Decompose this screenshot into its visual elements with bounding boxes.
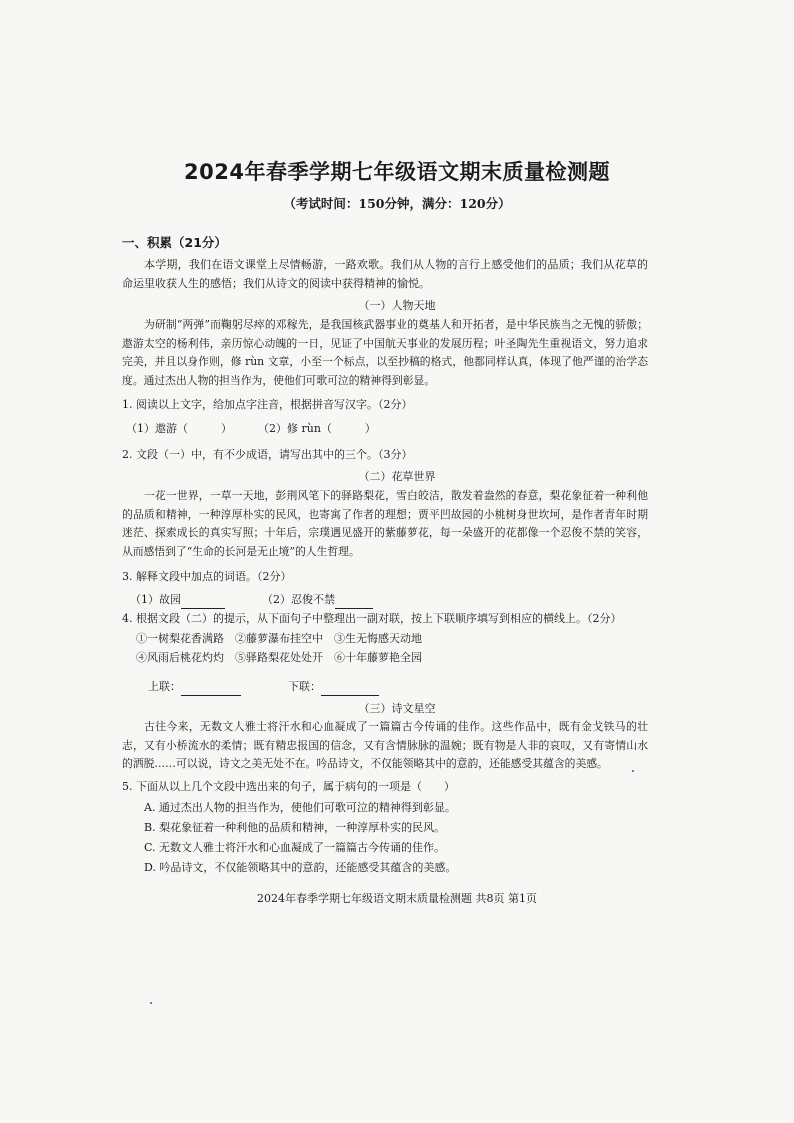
part3-title: （三）诗文星空 — [358, 702, 436, 715]
q5-option-c: C. 无数文人雅士将汗水和心血凝成了一篇篇古今传诵的佳作。 — [144, 841, 446, 854]
q4-upper-blank[interactable] — [181, 683, 241, 696]
q4-upper-label: 上联： — [148, 680, 181, 693]
part3-paragraph: 古往今来，无数文人雅士将汗水和心血凝成了一篇篇古今传诵的佳作。这些作品中，既有金戈铁马的壮志，又有小桥流水的柔情；既有精忠报国的信念，又有含情脉脉的温婉；既有物是人非的哀叹，又有寄情山水的洒脱……可以说，诗文之美无处不在。吟品诗文，不仅能领略其中的意韵，还能感受其蕴含的美感。 — [122, 720, 648, 770]
part1-paragraph: 为研制“两弹”而鞠躬尽瘁的邓稼先，是我国核武器事业的奠基人和开拓者，是中华民族当之无愧的骄傲；遨游太空的杨利伟，亲历惊心动魄的一日，见证了中国航天事业的发展历程；叶圣陶先生重视语文，努力追求完美，并且以身作则，修 rùn 文章，小至一个标点，以至抄稿的格式，他都同样认真，体现了他严谨的治学态度。通过杰出人物的担当作为，使他们可歌可泣的精神得到彰显。 — [122, 318, 648, 387]
q5-option-d: D. 吟品诗文，不仅能领略其中的意韵，还能感受其蕴含的美感。 — [144, 861, 457, 874]
q3-answer-a-label: （1）故园 — [130, 593, 181, 606]
q1-answer-a: （1）遨游（ ） — [126, 422, 232, 435]
q4-options-row1: ①一树梨花香满路 ②藤萝瀑布挂空中 ③生无悔感天动地 — [136, 632, 422, 645]
part1-title: （一）人物天地 — [358, 299, 436, 312]
question-1: 1. 阅读以上文字，给加点字注音，根据拼音写汉字。（2分） — [122, 398, 413, 411]
q4-upper-line — [148, 678, 241, 696]
question-3: 3. 解释文段中加点的词语。（2分） — [122, 570, 292, 583]
part2-paragraph: 一花一世界，一草一天地，彭荆风笔下的驿路梨花，雪白皎洁，散发着盎然的春意，梨花象征着一种利他的品质和精神，一种淳厚朴实的民风，也寄寓了作者的理想；贾平凹故园的小桃树身世坎坷，是作者青年时期迷茫、探索成长的真实写照；十年后，宗璞遇见盛开的紫藤萝花，每一朵盛开的花都像一个忍俊不禁的笑容，从而感悟到了“生命的长河是无止境”的人生哲理。 — [122, 489, 648, 558]
exam-title: 2024年春季学期七年级语文期末质量检测题 — [184, 160, 610, 184]
question-4: 4. 根据文段（二）的提示，从下面句子中整理出一副对联，按上下联顺序填写到相应的横线上。（2分） — [122, 612, 622, 625]
section-heading: 一、积累（21分） — [122, 235, 227, 250]
scan-speck — [150, 1002, 152, 1004]
q3-answer-b-blank[interactable] — [335, 596, 373, 609]
q3-answer-b-label: （2）忍俊不禁 — [262, 593, 335, 606]
q5-option-a: A. 通过杰出人物的担当作为，使他们可歌可泣的精神得到彰显。 — [144, 801, 456, 814]
part2-title: （二）花草世界 — [358, 470, 436, 483]
q5-option-b: B. 梨花象征着一种利他的品质和精神，一种淳厚朴实的民风。 — [144, 821, 446, 834]
question-5: 5. 下面从以上几个文段中选出来的句子，属于病句的一项是（ ） — [122, 780, 455, 793]
scan-speck — [632, 770, 634, 772]
q3-answer-b — [262, 591, 373, 609]
q3-answer-a — [130, 591, 225, 609]
question-2: 2. 文段（一）中，有不少成语，请写出其中的三个。（3分） — [122, 448, 413, 461]
exam-subtitle: （考试时间：150分钟，满分：120分） — [283, 196, 511, 211]
intro-paragraph: 本学期，我们在语文课堂上尽情畅游，一路欢歌。我们从人物的言行上感受他们的品质；我们从花草的命运里收获人生的感悟；我们从诗文的阅读中获得精神的愉悦。 — [122, 258, 648, 290]
q4-lower-line — [288, 678, 379, 696]
q3-answer-a-blank[interactable] — [181, 596, 225, 609]
q4-lower-label: 下联： — [288, 680, 321, 693]
q4-lower-blank[interactable] — [321, 683, 379, 696]
page-footer: 2024年春季学期七年级语文期末质量检测题 共8页 第1页 — [257, 892, 537, 905]
q1-answer-b: （2）修 rùn（ ） — [258, 422, 376, 435]
q4-options-row2: ④风雨后桃花灼灼 ⑤驿路梨花处处开 ⑥十年藤萝艳全园 — [136, 651, 422, 664]
